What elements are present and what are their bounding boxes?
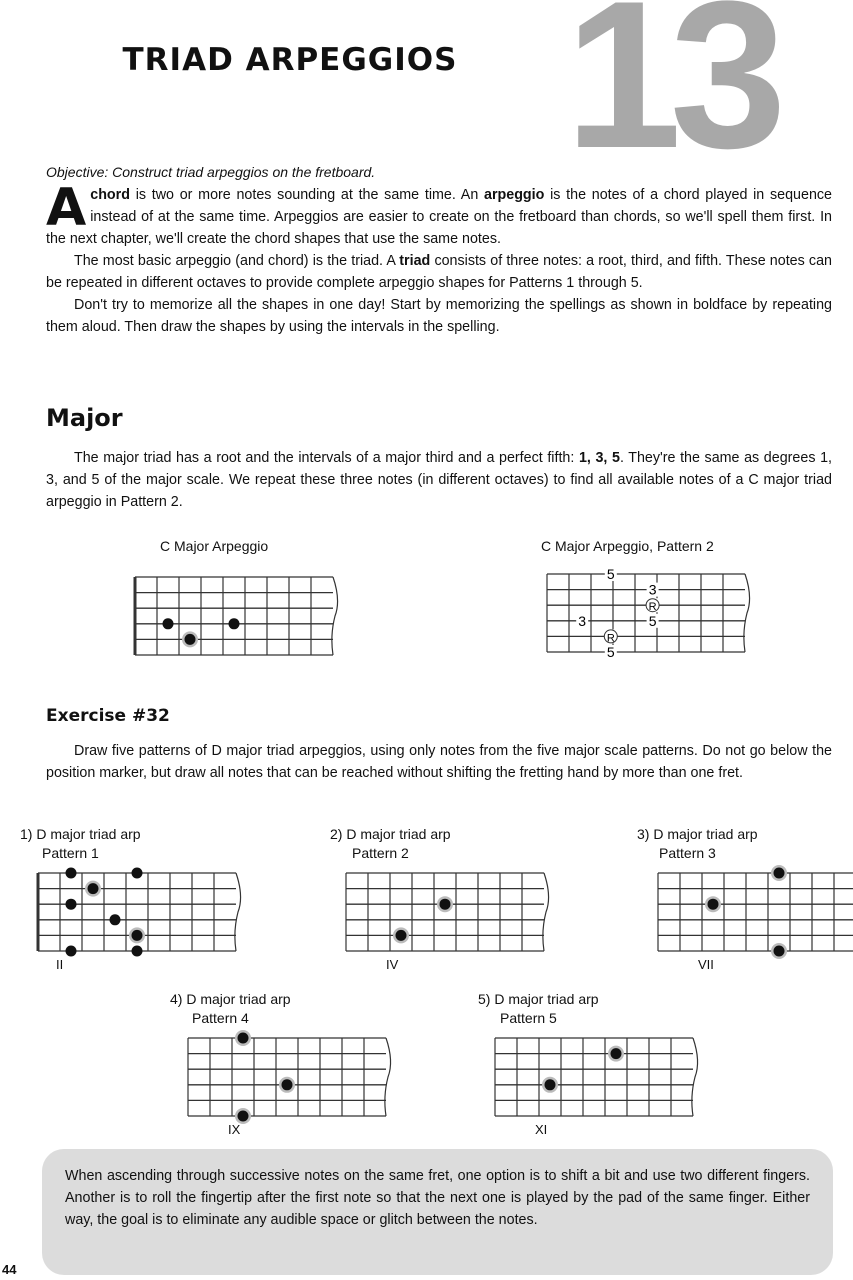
pattern-subtitle: Pattern 2 bbox=[352, 845, 409, 861]
fretboard-edge bbox=[332, 577, 338, 655]
note-dot bbox=[66, 946, 77, 957]
position-marker: IX bbox=[228, 1122, 241, 1137]
fretboard-edge bbox=[543, 873, 549, 951]
term-chord: chord bbox=[90, 187, 130, 203]
root-note-dot bbox=[282, 1079, 293, 1090]
fretboard-edge bbox=[744, 574, 750, 652]
spelling: 1, 3, 5 bbox=[578, 450, 620, 466]
tip-box: When ascending through successive notes on the same fret, one option is to shift a bit and use two different fingers. Another is to roll the fingertip after the first note so that the next one is played by the pad of the same finger. Either way, the goal is to eliminate any audible space or glitch between the notes. bbox=[42, 1149, 833, 1275]
drop-cap: A bbox=[46, 178, 87, 238]
root-note-dot bbox=[774, 946, 785, 957]
paragraph: Don't try to memorize all the shapes in one day! Start by memorizing the spellings as shown in boldface by repeating them aloud. Then draw the shapes by using the intervals in the spelling. bbox=[46, 297, 832, 335]
objective: Objective: Construct triad arpeggios on the fretboard. bbox=[46, 164, 376, 180]
pattern-subtitle: Pattern 1 bbox=[42, 845, 99, 861]
note-dot bbox=[66, 899, 77, 910]
note-dot bbox=[229, 618, 240, 629]
major-text bbox=[46, 447, 832, 513]
page-number: 44 bbox=[2, 1262, 17, 1277]
interval-label: R bbox=[606, 632, 615, 645]
fretboard-edge bbox=[692, 1038, 698, 1116]
text: The major triad has a root and the intervals of a major third and a perfect fifth: bbox=[74, 450, 579, 466]
note-dot bbox=[163, 618, 174, 629]
interval-label: 3 bbox=[648, 581, 657, 598]
fretboard-svg bbox=[135, 577, 341, 657]
diagram-caption: C Major Arpeggio bbox=[160, 538, 269, 554]
fretboard-pattern-1[interactable] bbox=[38, 873, 244, 972]
root-note-dot bbox=[132, 930, 143, 941]
text: consists of three notes: a root, third, and fifth. These notes can be repeated in different octaves to provide complete arpeggio shapes for Patterns 1 through 5. bbox=[46, 253, 832, 291]
fretboard-edge bbox=[385, 1038, 391, 1116]
root-note-dot bbox=[185, 634, 196, 645]
text: The most basic arpeggio (and chord) is the triad. A bbox=[74, 253, 400, 269]
root-note-dot bbox=[708, 899, 719, 910]
position-marker: XI bbox=[535, 1122, 548, 1137]
note-dot bbox=[110, 914, 121, 925]
pattern-label bbox=[637, 825, 758, 863]
fretboard-c-major-pattern-2 bbox=[547, 566, 753, 660]
interval-label: 5 bbox=[606, 566, 615, 582]
position-marker: IV bbox=[386, 957, 399, 972]
text: is the notes of a chord played in sequence instead of at the same time. Arpeggios are easier to create on the fretboard than chords, so we'll spell them first. In the next chapter, we'll create the chord shapes that use the same notes. bbox=[46, 187, 832, 247]
exercise-heading: Exercise #32 bbox=[46, 706, 170, 726]
interval-label: 5 bbox=[648, 612, 657, 629]
root-note-dot bbox=[774, 868, 785, 879]
pattern-title: 2) D major triad arp bbox=[330, 826, 451, 842]
root-note-dot bbox=[396, 930, 407, 941]
pattern-label bbox=[478, 990, 599, 1028]
term-triad: triad bbox=[399, 253, 431, 269]
intro-text bbox=[46, 178, 832, 338]
interval-label: R bbox=[648, 601, 657, 614]
fretboard-pattern-2[interactable] bbox=[346, 873, 552, 972]
fretboard-svg bbox=[346, 873, 552, 953]
text: . They're the same as degrees 1, 3, and 5 of the major scale. We repeat these three notes (in different octaves) to find all available notes of a C major triad arpeggio in Pattern 2. bbox=[46, 450, 832, 510]
note-dot bbox=[66, 868, 77, 879]
pattern-subtitle: Pattern 4 bbox=[192, 1010, 249, 1026]
root-note-dot bbox=[611, 1048, 622, 1059]
exercise-text bbox=[46, 740, 832, 784]
chapter-number: 13 bbox=[565, 0, 775, 192]
note-dot bbox=[132, 868, 143, 879]
root-note-dot bbox=[238, 1111, 249, 1122]
fretboard-c-major bbox=[135, 577, 341, 662]
text: is two or more notes sounding at the same time. An bbox=[129, 187, 484, 203]
pattern-title: 4) D major triad arp bbox=[170, 991, 291, 1007]
interval-label: 3 bbox=[578, 612, 587, 629]
section-heading-major: Major bbox=[46, 404, 123, 432]
chapter-title: TRIAD ARPEGGIOS bbox=[122, 42, 458, 78]
root-note-dot bbox=[545, 1079, 556, 1090]
fretboard-svg bbox=[547, 566, 753, 660]
root-note-dot bbox=[238, 1033, 249, 1044]
fretboard-pattern-4[interactable] bbox=[188, 1038, 394, 1137]
fretboard-svg bbox=[188, 1038, 394, 1118]
fretboard-edge bbox=[235, 873, 241, 951]
interval-label: 5 bbox=[606, 644, 615, 660]
fretboard-svg bbox=[495, 1038, 701, 1118]
fretboard-pattern-5[interactable] bbox=[495, 1038, 701, 1137]
pattern-subtitle: Pattern 5 bbox=[500, 1010, 557, 1026]
position-marker: II bbox=[56, 957, 64, 972]
pattern-label bbox=[330, 825, 451, 863]
diagram-caption: C Major Arpeggio, Pattern 2 bbox=[541, 538, 714, 554]
fretboard-svg bbox=[38, 873, 244, 953]
root-note-dot bbox=[88, 883, 99, 894]
term-arpeggio: arpeggio bbox=[484, 187, 545, 203]
note-dot bbox=[132, 946, 143, 957]
pattern-title: 3) D major triad arp bbox=[637, 826, 758, 842]
pattern-subtitle: Pattern 3 bbox=[659, 845, 716, 861]
fretboard-pattern-3[interactable] bbox=[658, 873, 853, 972]
position-marker: VII bbox=[698, 957, 714, 972]
pattern-label bbox=[170, 990, 291, 1028]
root-note-dot bbox=[440, 899, 451, 910]
pattern-title: 1) D major triad arp bbox=[20, 826, 141, 842]
pattern-label bbox=[20, 825, 141, 863]
paragraph: Draw five patterns of D major triad arpeggios, using only notes from the five major scale patterns. Do not go below the position marker, but draw all notes that can be reached without shifting the fretting hand by more than one fret. bbox=[46, 743, 832, 781]
pattern-title: 5) D major triad arp bbox=[478, 991, 599, 1007]
fretboard-svg bbox=[658, 873, 853, 953]
